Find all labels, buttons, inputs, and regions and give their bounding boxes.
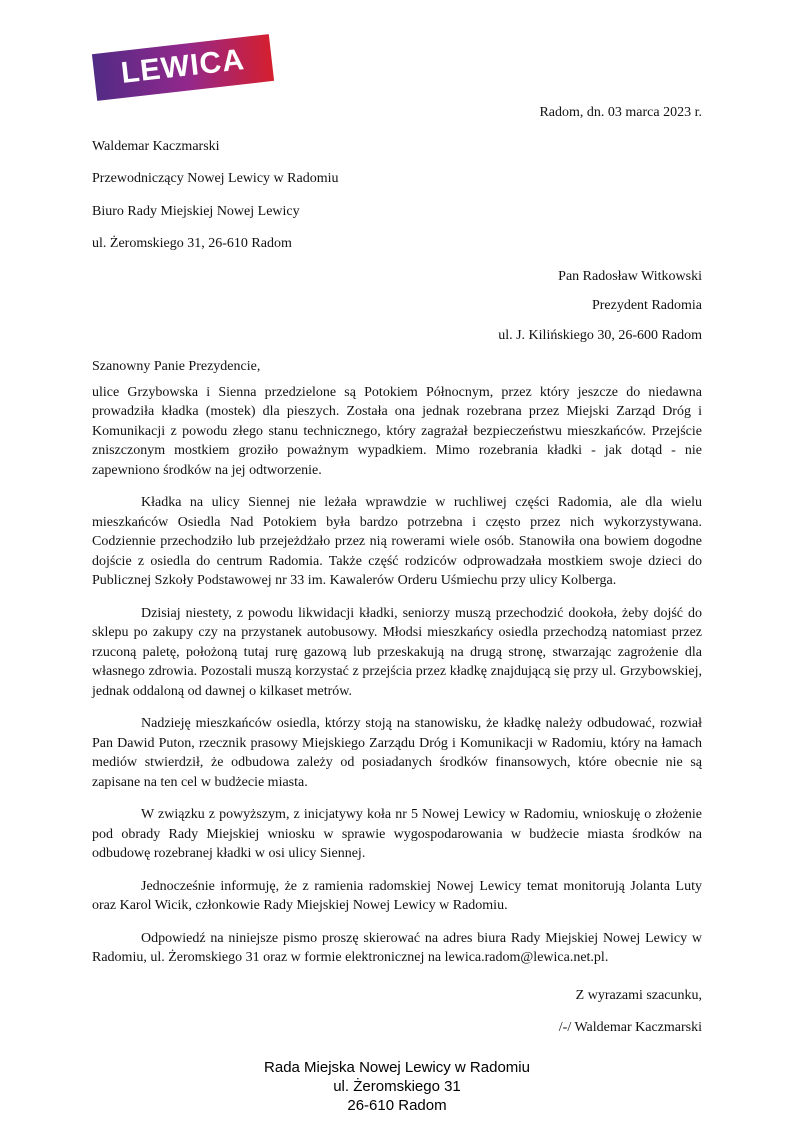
footer-block xyxy=(92,1058,702,1115)
footer-line-street: ul. Żeromskiego 31 xyxy=(333,1077,461,1095)
body-paragraph-1: ulice Grzybowska i Sienna przedzielone są Potokiem Północnym, przez który jeszcze do niedawna prowadziła kładka (mostek) dla pieszych. Została ona jednak rozebrana przez Miejski Zarząd Dróg i Komunikacji z powodu złego stanu technicznego, który zagrażał bezpieczeństwu mieszkańców. Przejście zniszczonym mostkiem groziło poważnym wypadkiem. Mimo rozebrania kładki - jak dotąd - nie zapewniono środków na jej odtworzenie. xyxy=(92,384,702,478)
footer-line-org: Rada Miejska Nowej Lewicy w Radomiu xyxy=(264,1058,530,1076)
closing-block xyxy=(92,986,702,1038)
sender-name: Waldemar Kaczmarski xyxy=(92,138,220,154)
recipient-address: ul. J. Kilińskiego 30, 26-600 Radom xyxy=(498,327,702,343)
lewica-logo-text: LEWICA xyxy=(119,42,247,90)
sender-block xyxy=(92,137,702,254)
body-paragraph-4: Nadzieję mieszkańców osiedla, którzy stoją na stanowisku, że kładkę należy odbudować, rozwiał Pan Dawid Puton, rzecznik prasowy Miejskiego Zarządu Dróg i Komunikacji w Radomiu, który na łamach mediów stwierdził, że odbudowa zależy od posiadanych środków finansowych, które obecnie nie są zapisane na ten cel w budżecie miasta. xyxy=(92,716,702,790)
salutation: Szanowny Panie Prezydencie, xyxy=(92,359,261,374)
recipient-title: Prezydent Radomia xyxy=(591,298,702,313)
body-paragraph-3: Dzisiaj niestety, z powodu likwidacji kładki, seniorzy muszą przechodzić dookoła, żeby dojść do sklepu po zakupy czy na przystanek autobusowy. Młodsi mieszkańcy osiedla przechodzą natomiast przez rzuconą paletę, położoną tutaj rurę gazową lub przeskakują na drugą stronę, stwarzając zagrożenie dla własnego zdrowia. Pozostali muszą korzystać z przejścia przez kładkę znajdującą się przy ul. Grzybowskiej, jednak oddaloną od dawnej o kilkaset metrów. xyxy=(92,605,702,699)
footer-line-city: 26-610 Radom xyxy=(347,1096,447,1114)
closing-regards: Z wyrazami szacunku, xyxy=(575,987,702,1003)
recipient-name: Pan Radosław Witkowski xyxy=(558,268,702,284)
lewica-logo xyxy=(92,34,274,101)
date-line: Radom, dn. 03 marca 2023 r. xyxy=(539,105,702,120)
sender-office: Biuro Rady Miejskiej Nowej Lewicy xyxy=(92,203,300,219)
body-paragraph-2: Kładka na ulicy Siennej nie leżała wprawdzie w ruchliwej części Radomia, ale dla wielu mieszkańców Osiedla Nad Potokiem była bardzo potrzebna i często przez nich wykorzystywana. Codziennie przechodziło lub przejeżdżało przez nią rowerami wiele osób. Stanowiła ona bowiem dogodne dojście z osiedla do centrum Radomia. Także część rodziców odprowadzała mostkiem swoje dzieci do Publicznej Szkoły Podstawowej nr 33 im. Kawalerów Orderu Uśmiechu przy ulicy Kolberga. xyxy=(92,495,702,588)
recipient-block xyxy=(92,267,702,346)
sender-title: Przewodniczący Nowej Lewicy w Radomiu xyxy=(92,171,339,186)
sender-address: ul. Żeromskiego 31, 26-610 Radom xyxy=(92,236,292,251)
closing-signature: /-/ Waldemar Kaczmarski xyxy=(558,1020,702,1035)
body-paragraph-5: W związku z powyższym, z inicjatywy koła nr 5 Nowej Lewicy w Radomiu, wnioskuję o złożenie pod obrady Rady Miejskiej wniosku w sprawie wygospodarowania w budżecie miasta środków na odbudowę rozebranej kładki w osi ulicy Siennej. xyxy=(92,807,702,861)
body-paragraph-7: Odpowiedź na niniejsze pismo proszę skierować na adres biura Rady Miejskiej Nowej Lewicy w Radomiu, ul. Żeromskiego 31 oraz w formie elektronicznej na lewica.radom@lewica.net.pl. xyxy=(92,930,702,965)
body-paragraph-6: Jednocześnie informuję, że z ramienia radomskiej Nowej Lewicy temat monitorują Jolanta Luty oraz Karol Wicik, członkowie Rady Miejskiej Nowej Lewicy w Radomiu. xyxy=(92,878,702,913)
